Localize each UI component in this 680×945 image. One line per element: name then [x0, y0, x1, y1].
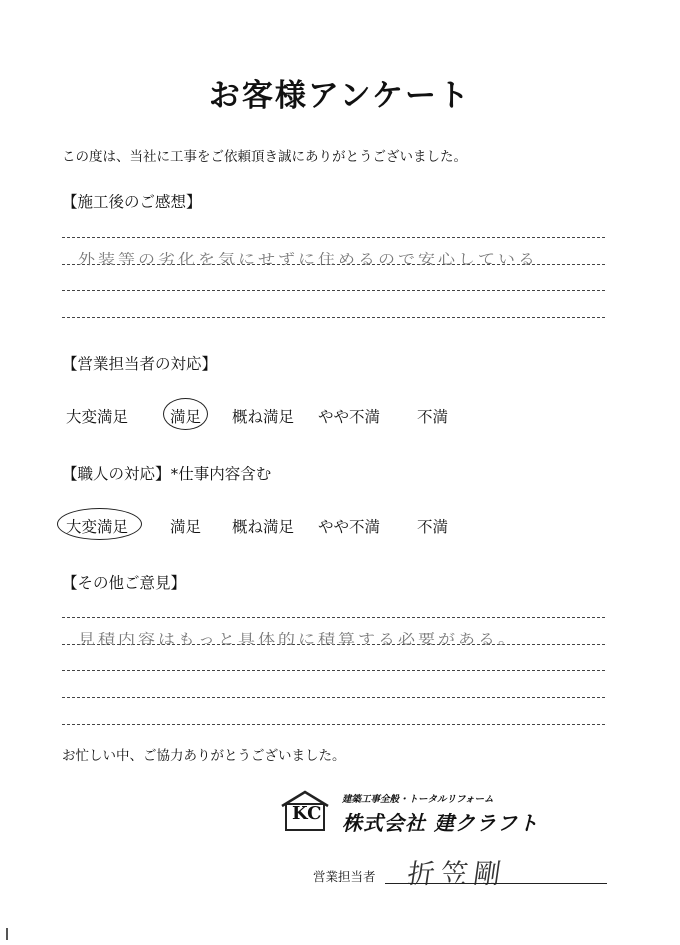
answer-line	[62, 670, 605, 671]
answer-line	[62, 237, 605, 238]
craftsman-option-very-satisfied[interactable]: 大変満足	[66, 518, 129, 536]
answer-line	[62, 290, 605, 291]
craftsman-option-dissatisfied[interactable]: 不満	[417, 518, 449, 536]
answer-line	[62, 697, 605, 698]
page-title: お客様アンケート	[208, 78, 472, 114]
intro-text: この度は、当社に工事をご依頼頂き誠にありがとうございました。	[62, 149, 467, 165]
sales-option-mostly-satisfied[interactable]: 概ね満足	[232, 408, 295, 426]
company-tagline: 建築工事全般・トータルリフォーム	[342, 794, 494, 805]
answer-line	[62, 617, 605, 618]
craftsman-heading: 【職人の対応】*仕事内容含む	[62, 465, 272, 483]
craftsman-option-satisfied[interactable]: 満足	[170, 518, 202, 536]
craftsman-selection-circle	[57, 508, 142, 540]
sales-selection-circle	[163, 398, 208, 430]
sales-heading: 【営業担当者の対応】	[62, 355, 218, 373]
sales-option-satisfied[interactable]: 満足	[170, 408, 202, 426]
answer-line	[62, 317, 605, 318]
company-mark: KC	[292, 803, 322, 824]
scan-edge-mark	[6, 928, 8, 940]
impressions-heading: 【施工後のご感想】	[62, 193, 202, 211]
signature-line	[385, 883, 607, 884]
representative-label: 営業担当者	[313, 869, 376, 884]
other-handwritten-answer: 見積内容はもっと具体的に積算する必要がある。	[78, 631, 518, 648]
sales-option-somewhat-dissatisfied[interactable]: やや不満	[318, 408, 381, 426]
other-heading: 【その他ご意見】	[62, 574, 187, 592]
closing-text: お忙しい中、ご協力ありがとうございました。	[62, 748, 346, 764]
craftsman-option-mostly-satisfied[interactable]: 概ね満足	[232, 518, 295, 536]
sales-option-very-satisfied[interactable]: 大変満足	[66, 408, 129, 426]
sales-option-dissatisfied[interactable]: 不満	[417, 408, 449, 426]
company-name: 株式会社 建クラフト	[342, 811, 539, 835]
representative-signature: 折笠剛	[405, 859, 509, 890]
answer-line	[62, 724, 605, 725]
impressions-handwritten-answer: 外装等の劣化を気にせずに住めるので安心している	[78, 251, 538, 268]
craftsman-option-somewhat-dissatisfied[interactable]: やや不満	[318, 518, 381, 536]
